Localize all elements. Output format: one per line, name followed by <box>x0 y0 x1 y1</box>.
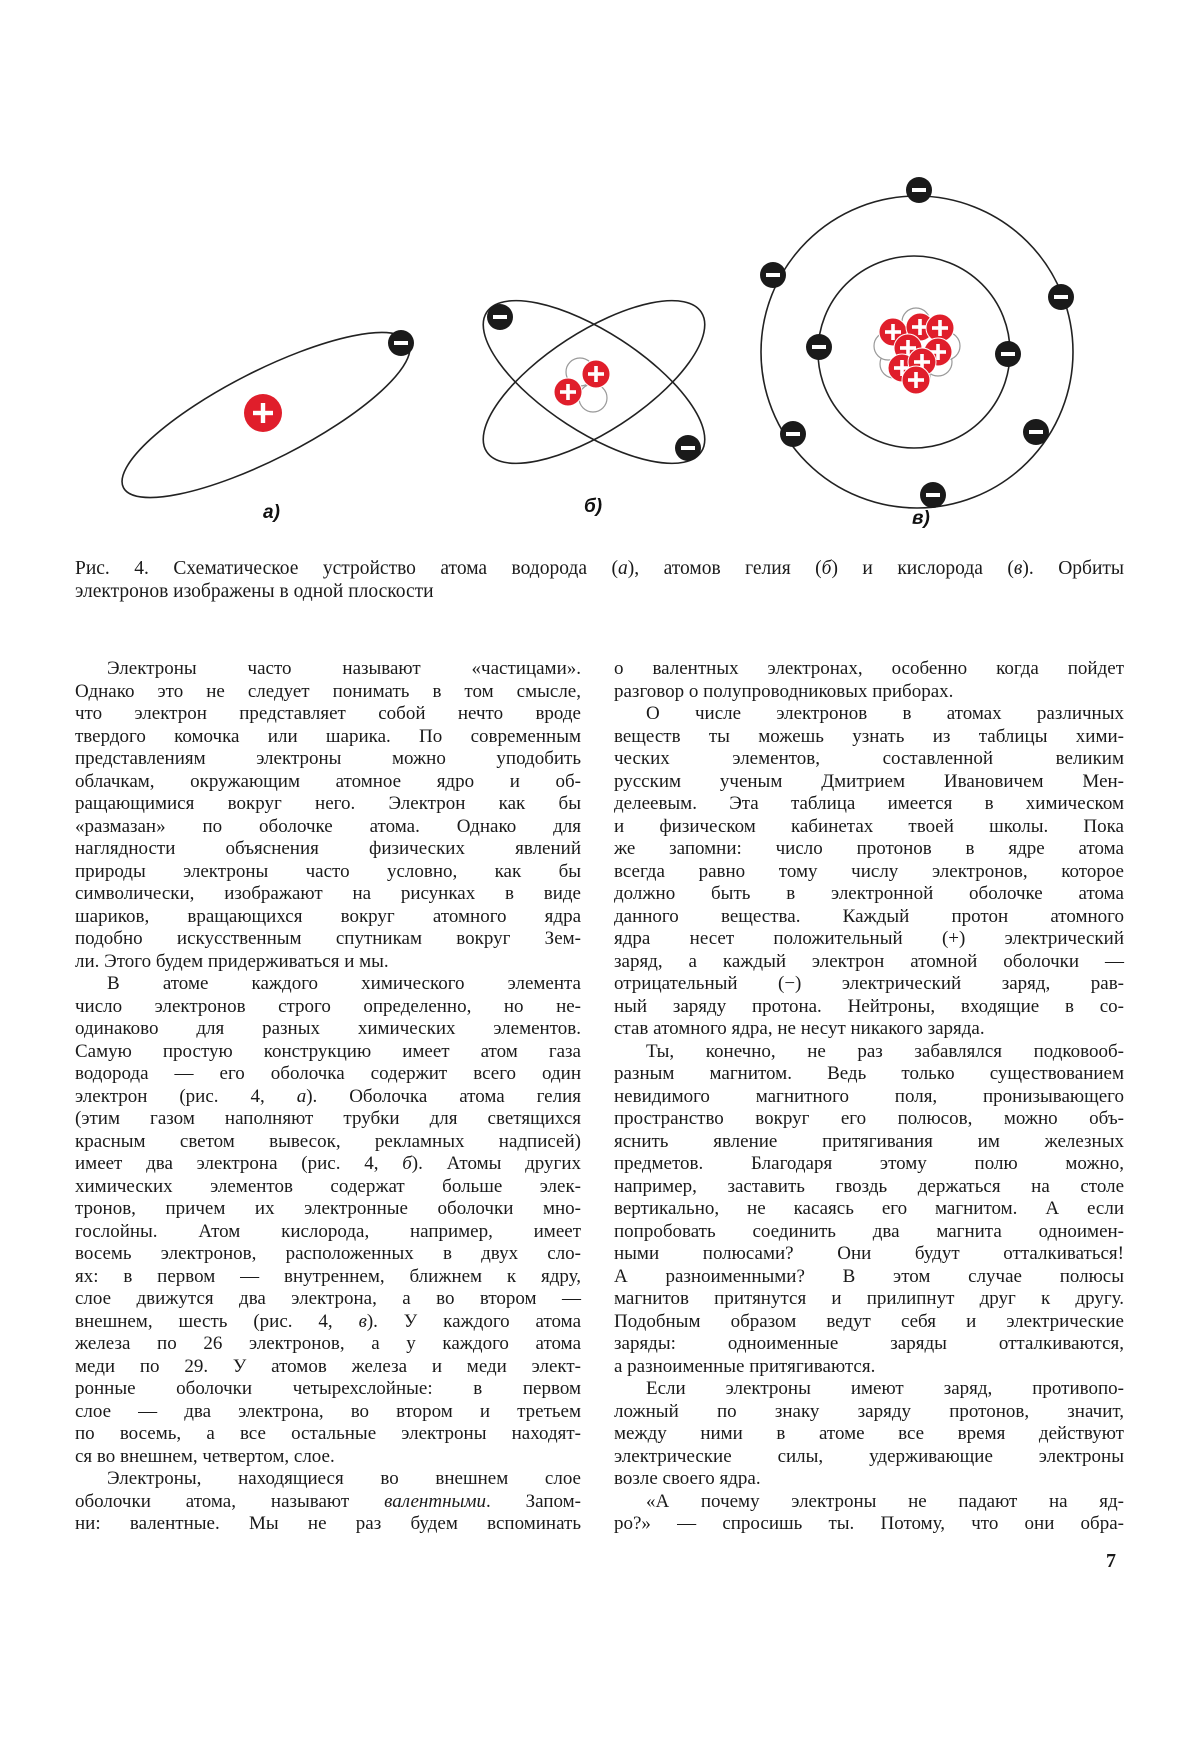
text-line <box>75 883 581 906</box>
line-text: электронов изображены в одной плоскости <box>75 581 434 602</box>
paragraph <box>614 1491 1124 1536</box>
proton-icon <box>902 366 930 394</box>
line-text: Однако это не следует понимать в том смысле, <box>75 681 581 702</box>
line-text: ро?» — спросишь ты. Потому, что они обра- <box>614 1513 1124 1534</box>
electron-icon <box>906 177 932 203</box>
line-text: электрон (рис. 4, <box>75 1086 297 1107</box>
text-line <box>614 1468 1124 1491</box>
electron-icon <box>995 341 1021 367</box>
line-text: символически, изображают на рисунках в виде <box>75 883 581 904</box>
line-text: восемь электронов, расположенных в двух сло- <box>75 1243 581 1264</box>
text-line <box>614 1176 1124 1199</box>
line-text: гослойны. Атом кислорода, например, имеет <box>75 1221 581 1242</box>
text-line <box>75 1311 581 1334</box>
line-text: заряд, а каждый электрон атомной оболочки — <box>614 951 1124 972</box>
line-text: Рис. 4. Схематическое устройство атома водорода ( <box>75 558 618 579</box>
hydrogen-atom <box>103 303 428 527</box>
text-line <box>75 1041 581 1064</box>
line-text: попробовать соединить два магнита одноимен- <box>614 1221 1124 1242</box>
line-text: по восемь, а все остальные электроны находят- <box>75 1423 581 1444</box>
text-line <box>614 1491 1124 1514</box>
text-line <box>614 883 1124 906</box>
text-line <box>75 1446 581 1469</box>
proton-icon <box>554 378 582 406</box>
page-number: 7 <box>1106 1550 1116 1573</box>
text-line <box>614 681 1124 704</box>
line-text: ращающимися вокруг него. Электрон как бы <box>75 793 581 814</box>
line-text: русским ученым Дмитрием Ивановичем Мен- <box>614 771 1124 792</box>
text-line <box>614 1401 1124 1424</box>
line-text: меди по 29. У атомов железа и меди элект- <box>75 1356 581 1377</box>
proton-icon <box>244 394 282 432</box>
line-text: наглядности объяснения физических явлений <box>75 838 581 859</box>
caption-line <box>75 581 1124 604</box>
text-line <box>75 1288 581 1311</box>
text-line <box>75 793 581 816</box>
line-text: ли. Этого будем придерживаться и мы. <box>75 951 389 972</box>
text-line <box>75 906 581 929</box>
text-line <box>75 1018 581 1041</box>
paragraph <box>75 658 581 973</box>
line-text: а разноименные притягиваются. <box>614 1356 875 1377</box>
text-line <box>75 1423 581 1446</box>
electron-icon <box>920 482 946 508</box>
text-line <box>614 1153 1124 1176</box>
text-line <box>75 816 581 839</box>
text-line <box>614 1041 1124 1064</box>
line-text: заряды: одноименные заряды отталкиваются, <box>614 1333 1124 1354</box>
electron-icon <box>806 334 832 360</box>
text-line <box>75 1266 581 1289</box>
line-text: ядра несет положительный (+) электрический <box>614 928 1124 949</box>
text-line <box>614 1086 1124 1109</box>
line-text: вертикально, не касаясь его магнитом. А если <box>614 1198 1124 1219</box>
text-line <box>75 861 581 884</box>
figure-caption <box>75 558 1124 603</box>
text-line <box>75 726 581 749</box>
line-text: ). Атомы других <box>412 1153 581 1174</box>
line-text: одинаково для разных химических элементов. <box>75 1018 581 1039</box>
italic-text: валентными <box>384 1491 486 1512</box>
neutron-icon <box>579 384 607 412</box>
text-line <box>75 1356 581 1379</box>
text-line <box>614 838 1124 861</box>
line-text: Электроны часто называют «частицами». <box>107 658 581 679</box>
line-text: водорода — его оболочка содержит всего один <box>75 1063 581 1084</box>
line-text: о валентных электронах, особенно когда пойдет <box>614 658 1124 679</box>
text-line <box>75 1491 581 1514</box>
line-text: Ты, конечно, не раз забавлялся подковооб- <box>646 1041 1124 1062</box>
text-line <box>614 1108 1124 1131</box>
line-text: ях: в первом — внутреннем, ближнем к ядру, <box>75 1266 581 1287</box>
text-line <box>614 1131 1124 1154</box>
text-line <box>614 1018 1124 1041</box>
italic-text: а <box>297 1086 307 1107</box>
paragraph <box>75 1468 581 1536</box>
text-line <box>614 928 1124 951</box>
text-line <box>614 1243 1124 1266</box>
line-text: например, заставить гвоздь держаться на столе <box>614 1176 1124 1197</box>
line-text: железа по 26 электронов, а у каждого атома <box>75 1333 581 1354</box>
line-text: ни: валентные. Мы не раз будем вспоминать <box>75 1513 581 1534</box>
electron-icon <box>487 304 513 330</box>
line-text: яснить явление притягивания им железных <box>614 1131 1124 1152</box>
line-text: слое движутся два электрона, а во втором — <box>75 1288 581 1309</box>
text-line <box>75 1063 581 1086</box>
line-text: А разноименными? В этом случае полюсы <box>614 1266 1124 1287</box>
line-text: Электроны, находящиеся во внешнем слое <box>107 1468 581 1489</box>
text-line <box>75 1176 581 1199</box>
text-line <box>75 748 581 771</box>
text-line <box>75 838 581 861</box>
text-line <box>614 1311 1124 1334</box>
line-text: предметов. Благодаря этому полю можно, <box>614 1153 1124 1174</box>
proton-icon <box>582 360 610 388</box>
figure-label-c: в) <box>912 508 930 529</box>
line-text: природы электроны часто условно, как бы <box>75 861 581 882</box>
text-line <box>614 861 1124 884</box>
line-text: внешнем, шесть (рис. 4, <box>75 1311 359 1332</box>
text-line <box>614 1288 1124 1311</box>
line-text: разговор о полупроводниковых приборах. <box>614 681 953 702</box>
line-text: «размазан» по оболочке атома. Однако для <box>75 816 581 837</box>
text-line <box>614 771 1124 794</box>
text-line <box>614 996 1124 1019</box>
figure-label-b: б) <box>584 496 602 517</box>
line-text: делеевым. Эта таблица имеется в химическом <box>614 793 1124 814</box>
line-text: же запомни: число протонов в ядре атома <box>614 838 1124 859</box>
text-line <box>75 951 581 974</box>
line-text: ) и кислорода ( <box>831 558 1013 579</box>
line-text: имеет два электрона (рис. 4, <box>75 1153 402 1174</box>
electron-icon <box>1048 284 1074 310</box>
line-text: О числе электронов в атомах различных <box>646 703 1124 724</box>
text-line <box>614 1333 1124 1356</box>
italic-text: в <box>359 1311 367 1332</box>
italic-text: а <box>618 558 628 579</box>
line-text: оболочки атома, называют <box>75 1491 384 1512</box>
text-line <box>75 1243 581 1266</box>
text-line <box>614 1221 1124 1244</box>
line-text: Подобным образом ведут себя и электрические <box>614 1311 1124 1332</box>
text-line <box>614 726 1124 749</box>
text-line <box>614 1446 1124 1469</box>
electron-icon <box>388 330 414 356</box>
line-text: слое — два электрона, во втором и третьем <box>75 1401 581 1422</box>
paragraph <box>614 658 1124 703</box>
line-text: магнитов притянутся и прилипнут друг к другу. <box>614 1288 1124 1309</box>
text-line <box>75 1378 581 1401</box>
electron-icon <box>780 421 806 447</box>
line-text: В атоме каждого химического элемента <box>107 973 581 994</box>
text-line <box>614 1266 1124 1289</box>
text-line <box>75 1131 581 1154</box>
line-text: данного вещества. Каждый протон атомного <box>614 906 1124 927</box>
electron-icon <box>760 262 786 288</box>
line-text: красным светом вывесок, рекламных надписей) <box>75 1131 581 1152</box>
line-text: став атомного ядра, не несут никакого заряда. <box>614 1018 985 1039</box>
line-text: ). Орбиты <box>1022 558 1124 579</box>
line-text: химических элементов содержат больше элек- <box>75 1176 581 1197</box>
line-text: ными полюсами? Они будут отталкиваться! <box>614 1243 1124 1264</box>
line-text: ложный по знаку заряду протонов, значит, <box>614 1401 1124 1422</box>
line-text: ), атомов гелия ( <box>628 558 822 579</box>
line-text: Самую простую конструкцию имеет атом газа <box>75 1041 581 1062</box>
italic-text: б <box>402 1153 412 1174</box>
text-line <box>75 1108 581 1131</box>
line-text: ся во внешнем, четвертом, слое. <box>75 1446 335 1467</box>
line-text: электрические силы, удерживающие электроны <box>614 1446 1124 1467</box>
paragraph <box>75 973 581 1468</box>
line-text: возле своего ядра. <box>614 1468 761 1489</box>
text-line <box>614 816 1124 839</box>
line-text: веществ ты можешь узнать из таблицы хими- <box>614 726 1124 747</box>
oxygen-atom <box>760 177 1074 529</box>
text-line <box>614 1378 1124 1401</box>
line-text: между ними в атоме все время действуют <box>614 1423 1124 1444</box>
text-line <box>75 771 581 794</box>
text-line <box>75 1153 581 1176</box>
line-text: ). У каждого атома <box>367 1311 581 1332</box>
text-line <box>75 973 581 996</box>
line-text: что электрон представляет собой нечто вроде <box>75 703 581 724</box>
line-text: Если электроны имеют заряд, противопо- <box>646 1378 1124 1399</box>
text-line <box>75 658 581 681</box>
paragraph <box>614 1378 1124 1491</box>
line-text: ронные оболочки четырехслойные: в первом <box>75 1378 581 1399</box>
line-text: отрицательный (−) электрический заряд, рав- <box>614 973 1124 994</box>
text-line <box>614 748 1124 771</box>
text-line <box>75 1198 581 1221</box>
line-text: разным магнитом. Ведь только существованием <box>614 1063 1124 1084</box>
line-text: пространство вокруг его полюсов, можно объ- <box>614 1108 1124 1129</box>
text-column-left <box>75 658 581 1536</box>
line-text: ). Оболочка атома гелия <box>306 1086 581 1107</box>
line-text: тронов, причем их электронные оболочки мно- <box>75 1198 581 1219</box>
text-line <box>614 1356 1124 1379</box>
text-line <box>75 1221 581 1244</box>
line-text: невидимого магнитного поля, пронизывающего <box>614 1086 1124 1107</box>
line-text: подобно искусственным спутникам вокруг Зем- <box>75 928 581 949</box>
line-text: . Запом- <box>486 1491 581 1512</box>
text-line <box>75 681 581 704</box>
text-line <box>614 703 1124 726</box>
helium-atom <box>459 270 728 517</box>
text-line <box>614 973 1124 996</box>
text-line <box>75 703 581 726</box>
line-text: твердого комочка или шарика. По современным <box>75 726 581 747</box>
text-line <box>614 906 1124 929</box>
text-line <box>75 996 581 1019</box>
text-line <box>75 1468 581 1491</box>
atom-figure <box>0 0 1200 540</box>
line-text: ный заряду протона. Нейтроны, входящие в со- <box>614 996 1124 1017</box>
text-line <box>614 793 1124 816</box>
text-column-right <box>614 658 1124 1536</box>
line-text: представлениям электроны можно уподобить <box>75 748 581 769</box>
paragraph <box>614 1041 1124 1379</box>
text-line <box>614 1423 1124 1446</box>
figure-label-a: а) <box>263 502 280 523</box>
caption-line <box>75 558 1124 581</box>
italic-text: б <box>822 558 832 579</box>
line-text: всегда равно тому числу электронов, которое <box>614 861 1124 882</box>
paragraph <box>614 703 1124 1041</box>
text-line <box>614 951 1124 974</box>
text-line <box>614 1063 1124 1086</box>
line-text: (этим газом наполняют трубки для светящихся <box>75 1108 581 1129</box>
text-line <box>75 1513 581 1536</box>
text-line <box>75 1086 581 1109</box>
text-line <box>75 1333 581 1356</box>
line-text: число электронов строго определенно, но не- <box>75 996 581 1017</box>
electron-icon <box>1023 419 1049 445</box>
line-text: должно быть в электронной оболочке атома <box>614 883 1124 904</box>
electron-icon <box>675 435 701 461</box>
line-text: облачкам, окружающим атомное ядро и об- <box>75 771 581 792</box>
line-text: «А почему электроны не падают на яд- <box>646 1491 1124 1512</box>
text-line <box>75 928 581 951</box>
text-line <box>614 1513 1124 1536</box>
text-line <box>614 1198 1124 1221</box>
text-line <box>75 1401 581 1424</box>
line-text: ческих элементов, составленной великим <box>614 748 1124 769</box>
line-text: и физическом кабинетах твоей школы. Пока <box>614 816 1124 837</box>
text-line <box>614 658 1124 681</box>
line-text: шариков, вращающихся вокруг атомного ядра <box>75 906 581 927</box>
italic-text: в <box>1014 558 1022 579</box>
